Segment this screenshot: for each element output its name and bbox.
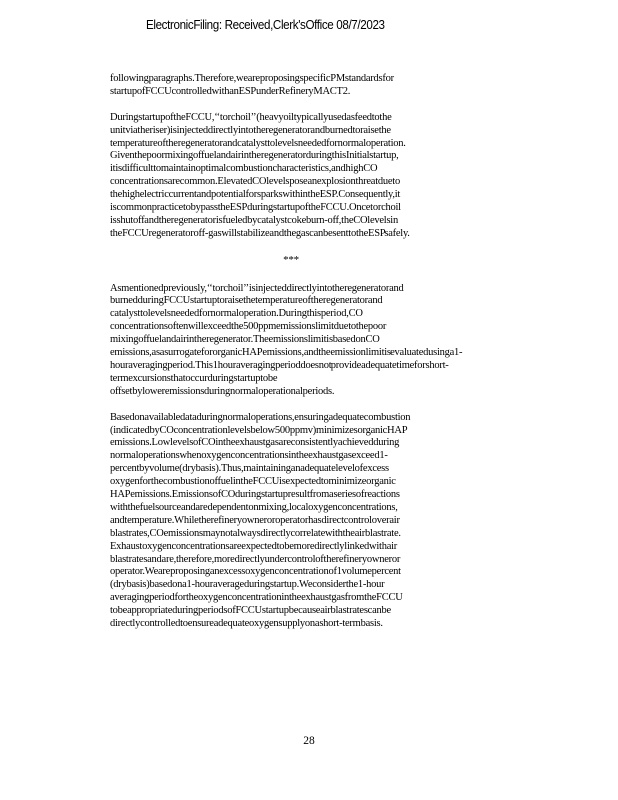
- document-body: [110, 73, 472, 644]
- section-separator: ***: [283, 253, 299, 266]
- page-number: 28: [303, 735, 315, 747]
- paragraph: DuringstartupoftheFCCU,‘‘torchoil’’(heavyoiltypicallyusedasfeedtothe unitviatheriser)isinjecteddirectlyintotheregeneratorandburnedtoraisethe temperatureoftheregeneratorandcatalysttolevelsneededfornormaloperation. GiventhepoormixingoffuelandairintheregeneratorduringthisInitialstartup, itisdifficulttomaintainoptimalcombustioncharacteristics,andhighCO concentrationsarecommon.ElevatedCOlevelsposeanexplosionthreatdueto thehighelectriccurrentandpotentialforsparkswithintheESP.Consequently,it iscommonpracticetobypasstheESPduringstartupoftheFCCU.Oncetorchoil isshutoffandtheregeneratorisfueledbycatalystcokeburn-off,theCOlevelsin theFCCUregeneratoroff-gaswillstabilizeandthegascanbesenttotheESP safely.: [110, 111, 410, 239]
- paragraph: followingparagraphs.Therefore,weareproposingspecificPMstandardsfor startupofFCCUcontrolledwithanESPunderRefineryMACT2.: [110, 73, 394, 97]
- filing-stamp: ElectronicFiling: Received,Clerk'sOffice 08/7/2023: [146, 18, 385, 32]
- paragraph: Asmentionedpreviously,‘‘torchoil’’isinjecteddirectlyintotheregeneratorand burnedduringFCCUstartuptoraisethetemperatureoftheregeneratorand catalysttolevelsneededfornormaloperation.Duringthisperiod,CO concentrationsoftenwillexceedthe500ppmemissionslimitduetothepoor mixingoffuelandairintheregenerator.TheemissionslimitisbasedonCO emissions,asasurrogatefororganicHAPemissions,andtheemissionlimitis evaluatedusinga1-houraveragingperiod.This1houraveragingperioddoesnot provideadequatetimeforshort-termexcursionsthatoccurduringstartuptobe offsetbyloweremissionsduringnormaloperationalperiods.: [110, 282, 463, 397]
- paragraph: Basedonavailabledataduringnormaloperations,ensuringadequatecombustion (indicatedbyCOconcentrationlevelsbelow500ppmv)minimizesorganicHAP emissions.LowlevelsofCOintheexhaustgasareconsistentlyachievedduring normaloperationswhenoxygenconcentrationsintheexhaustgasexceed1- percentbyvolume(drybasis).Thus,maintaininganadequatelevelofexcess oxygenforthecombustionoffuelintheFCCUisexpectedtominimizeorganic HAPemissions.EmissionsofCOduringstartupresultfromaseriesofreactions withthefuelsourceandaredependentonmixing,localoxygenconcentrations, andtemperature.Whiletherefineryowneroroperatorhasdirectcontroloverair blastrates,COemissionsmaynotalwaysdirectlycorrelatewiththeairblastrate. Exhaustoxygenconcentrationsareexpectedtobemoredirectlylinkedwithair blastratesandare,therefore,moredirectlyundercontroloftherefineryowneror operator.Weareproposinganexcessoxygenconcentrationof1volumepercent (drybasis)basedona1-houraverageduringstartup.Weconsiderthe1-hour averagingperiodfortheoxygenconcentrationintheexhaustgasfromtheFCCU tobeappropriateduringperiodsofFCCUstartupbecauseairblastratescanbe directlycontrolledtoensureadequateoxygensupplyonashort-termbasis.: [110, 411, 411, 630]
